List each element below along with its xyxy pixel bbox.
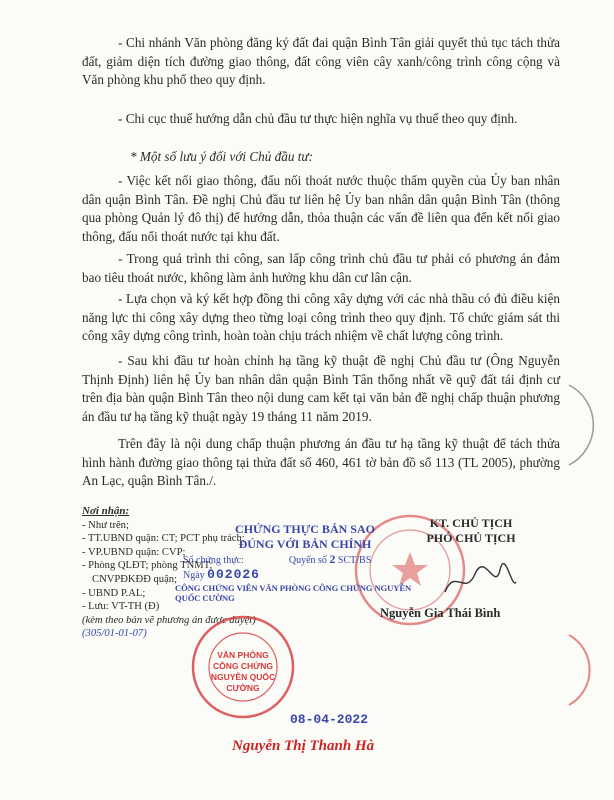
certification-notary: CÔNG CHỨNG VIÊN VĂN PHÒNG CÔNG CHỨNG NGUYỄN QUỐC CƯỜNG: [175, 583, 412, 603]
certification-date-row: [175, 568, 435, 583]
certification-quyen-label: Quyển số: [288, 555, 327, 566]
certification-title: CHỨNG THỰC BẢN SAO: [235, 522, 375, 536]
paragraph-construction-drainage: - Trong quá trình thi công, san lấp công trình chủ đầu tư phải có phương án đảm bao tiêu thoát nước, không làm ảnh hưởng khu dân cư lân cận.: [82, 251, 560, 285]
certification-number: 002026: [207, 567, 260, 582]
handwritten-signature-icon: [440, 562, 520, 602]
recipient-item: - TT.UBND quận: CT; PCT phụ trách;: [82, 533, 245, 545]
certification-date: 08-04-2022: [290, 712, 369, 727]
recipient-item: (305/01-01-07): [82, 628, 147, 640]
recipient-item: - VP.UBND quận: CVP;: [82, 546, 186, 558]
paragraph-notes-heading: * Một số lưu ý đối với Chủ đầu tư:: [130, 149, 313, 164]
paragraph-tax-office: - Chi cục thuế hướng dẫn chủ đầu tư thực hiện nghĩa vụ thuế theo quy định.: [118, 111, 518, 126]
signer-name: Nguyễn Gia Thái Bình: [380, 606, 501, 620]
edge-seal-icon: [564, 380, 614, 470]
certification-ngay-label: Ngày: [183, 570, 205, 581]
paragraph-contractor-selection: - Lựa chọn và ký kết hợp đồng thi công xây dựng với các nhà thầu có đủ điều kiện năng lực thi công xây dựng theo từng loại công trình theo quy định. Tổ chức giám sát thi công xây dựng công trình, hoàn toàn chịu trách nhiệm về chất lượng công trình.: [82, 291, 560, 344]
edge-seal-icon: [564, 630, 614, 710]
paragraph-resettlement: - Sau khi đầu tư hoàn chỉnh hạ tầng kỹ thuật đề nghị Chủ đầu tư (Ông Nguyễn Thịnh Định) liên hệ Ủy ban nhân dân quận Bình Tân thống nhất về quỹ đất tái định cư trên địa bàn quận Bình Tân theo nội dung cam kết tại văn bản đề nghị chấp thuận phương án đầu tư hạ tầng kỹ thuật ngày 19 tháng 11 năm 2019.: [82, 353, 560, 424]
signature-subtitle: PHÓ CHỦ TỊCH: [426, 531, 516, 545]
notary-seal-inner: VĂN PHÒNG CÔNG CHỨNG NGUYỄN QUỐC CƯỜNG: [210, 650, 276, 693]
certification-so-label: Số chứng thực:: [183, 555, 244, 566]
paragraph-traffic-connection: - Việc kết nối giao thông, đấu nối thoát nước thuộc thẩm quyền của Ủy ban nhân dân quận Bình Tân. Đề nghị Chủ đầu tư liên hệ Ủy ban nhân dân quận Bình Tân (thông qua phòng Quản lý đô thị) để hướng dẫn, thỏa thuận các vấn đề liên qua đến kết nối giao thông, đấu nối thoát nước tại khu đất.: [82, 173, 560, 244]
recipient-item: - Như trên;: [82, 519, 129, 531]
certification-number-row: [175, 552, 435, 568]
recipient-item: - UBND P.AL;: [82, 587, 146, 599]
recipient-item: - Phòng QLĐT; phòng TNMT;: [82, 560, 213, 572]
certification-quyen-suffix: SCT/BS: [337, 555, 372, 566]
certification-quyen-value: 2: [329, 552, 336, 566]
paragraph-branch-office: - Chi nhánh Văn phòng đăng ký đất đai quận Bình Tân giải quyết thủ tục tách thửa đất, giảm diện tích đường giao thông, đất công viên cây xanh/công trình công cộng và Văn phòng khu phố theo quy định.: [82, 35, 560, 88]
recipient-item: (kèm theo bản vẽ phương án được duyệt): [82, 614, 256, 626]
paragraph-conclusion: Trên đây là nội dung chấp thuận phương án đầu tư hạ tầng kỹ thuật để tách thửa hình hành đường giao thông tại thửa đất số 460, 461 tờ bản đồ số 113 (TL 2005), phường An Lạc, quận Bình Tân./.: [82, 436, 560, 489]
signature-title: KT. CHỦ TỊCH: [429, 516, 513, 530]
certification-stamp: [175, 522, 435, 603]
recipient-item: CNVPĐKĐĐ quận;: [92, 573, 178, 585]
notary-signer-name: Nguyễn Thị Thanh Hà: [232, 738, 375, 754]
recipient-item: - Lưu: VT-TH (Đ): [82, 601, 160, 613]
recipients-heading: Nơi nhận:: [82, 505, 130, 517]
certification-subtitle: ĐÚNG VỚI BẢN CHÍNH: [238, 537, 372, 551]
